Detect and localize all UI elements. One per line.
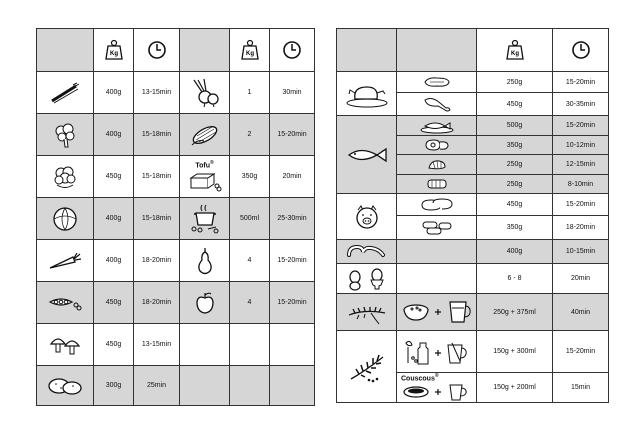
time-value: 15-20min [553,331,609,373]
time-value: 15min [553,373,609,403]
header-blank [337,29,397,72]
rice-bowl-plus-water-icon [397,294,477,331]
time-value: 25-30min [270,198,315,240]
amount-value: 150g + 300ml [477,331,553,373]
weight-value: 400g [94,240,134,282]
weight-kg-icon [477,29,553,72]
weight-value: 400g [94,114,134,156]
time-value: 15-18min [134,114,180,156]
potatoes-icon [37,366,94,406]
weight-value: 350g [477,216,553,240]
left-cooking-table [36,28,315,406]
time-value: 30min [270,72,315,114]
empty-cell [270,366,315,406]
weight-value: 400g [477,240,553,264]
weight-value: 450g [94,324,134,366]
time-value: 40min [553,294,609,331]
time-value: 13-15min [134,324,180,366]
whole-fish-icon [397,116,477,136]
time-value: 15-20min [553,72,609,93]
chicken-breast-icon [397,72,477,93]
empty-cell [180,324,230,366]
volume-value: 500ml [230,198,270,240]
time-value: 20min [270,156,315,198]
svg-text:Kg: Kg [245,51,254,57]
quantity-value: 2 [230,114,270,156]
pork-cuts-icon [397,216,477,240]
carrot-icon [37,240,94,282]
weight-value: 300g [94,366,134,406]
weight-value: 350g [230,156,270,198]
rice-plant-icon [337,294,397,331]
weight-value: 250g [477,155,553,175]
chicken-drumstick-icon [397,93,477,116]
time-value: 15-20min [270,114,315,156]
time-value: 25min [134,366,180,406]
quantity-value: 4 [230,282,270,324]
apple-icon [180,282,230,324]
time-value: 15-20min [553,116,609,136]
fish-fillet-icon [397,175,477,194]
time-value: 13-15min [134,72,180,114]
mushrooms-icon [37,324,94,366]
weight-value: 350g [477,136,553,155]
quantity-value: 1 [230,72,270,114]
time-value: 15-20min [553,194,609,216]
peas-icon [37,282,94,324]
cabbage-icon [37,198,94,240]
tofu-icon [180,156,230,198]
quantity-value: 6 - 8 [477,264,553,294]
time-value: 15-18min [134,198,180,240]
tofu-label: Tofu® [195,160,214,170]
weight-value: 250g [477,175,553,194]
time-value: 18-20min [134,240,180,282]
weight-kg-icon [230,29,270,72]
time-value: 15-18min [134,156,180,198]
sausage-icon [337,240,397,264]
time-value: 10-15min [553,240,609,264]
empty-cell [270,324,315,366]
amount-value: 150g + 200ml [477,373,553,403]
quantity-value: 4 [230,240,270,282]
weight-value: 500g [477,116,553,136]
time-value: 20min [553,264,609,294]
empty-cell [397,240,477,264]
wheat-icon [337,331,397,403]
soup-pot-icon [180,198,230,240]
clock-icon [553,29,609,72]
pork-chops-icon [397,194,477,216]
corn-icon [180,114,230,156]
pear-icon [180,240,230,282]
weight-kg-icon [94,29,134,72]
shellfish-icon [397,155,477,175]
clock-icon [134,29,180,72]
time-value: 15-20min [270,282,315,324]
grain-bottle-plus-water-icon [397,331,477,373]
time-value: 18-20min [553,216,609,240]
header-blank [180,29,230,72]
roast-chicken-icon [337,72,397,116]
fish-icon [337,116,397,194]
time-value: 10-12min [553,136,609,155]
weight-value: 450g [94,282,134,324]
time-value: 8-10min [553,175,609,194]
weight-value: 450g [94,156,134,198]
empty-cell [230,366,270,406]
empty-cell [180,366,230,406]
empty-cell [230,324,270,366]
beetroot-icon [180,72,230,114]
empty-cell [397,264,477,294]
time-value: 15-20min [270,240,315,282]
weight-value: 400g [94,72,134,114]
asparagus-icon [37,72,94,114]
couscous-label: Couscous® [401,373,439,383]
time-value: 30-35min [553,93,609,116]
weight-value: 450g [477,93,553,116]
couscous-plus-water-icon [397,373,477,403]
weight-value: 400g [94,198,134,240]
weight-value: 250g [477,72,553,93]
broccoli-icon [37,114,94,156]
time-value: 18-20min [134,282,180,324]
header-blank [397,29,477,72]
fish-steak-icon [397,136,477,155]
eggs-icon [337,264,397,294]
header-blank [37,29,94,72]
weight-value: 450g [477,194,553,216]
pig-icon [337,194,397,240]
right-cooking-table [336,28,609,403]
svg-text:Kg: Kg [109,51,118,57]
clock-icon [270,29,315,72]
amount-value: 250g + 375ml [477,294,553,331]
svg-text:Kg: Kg [510,51,519,57]
time-value: 12-15min [553,155,609,175]
cauliflower-icon [37,156,94,198]
